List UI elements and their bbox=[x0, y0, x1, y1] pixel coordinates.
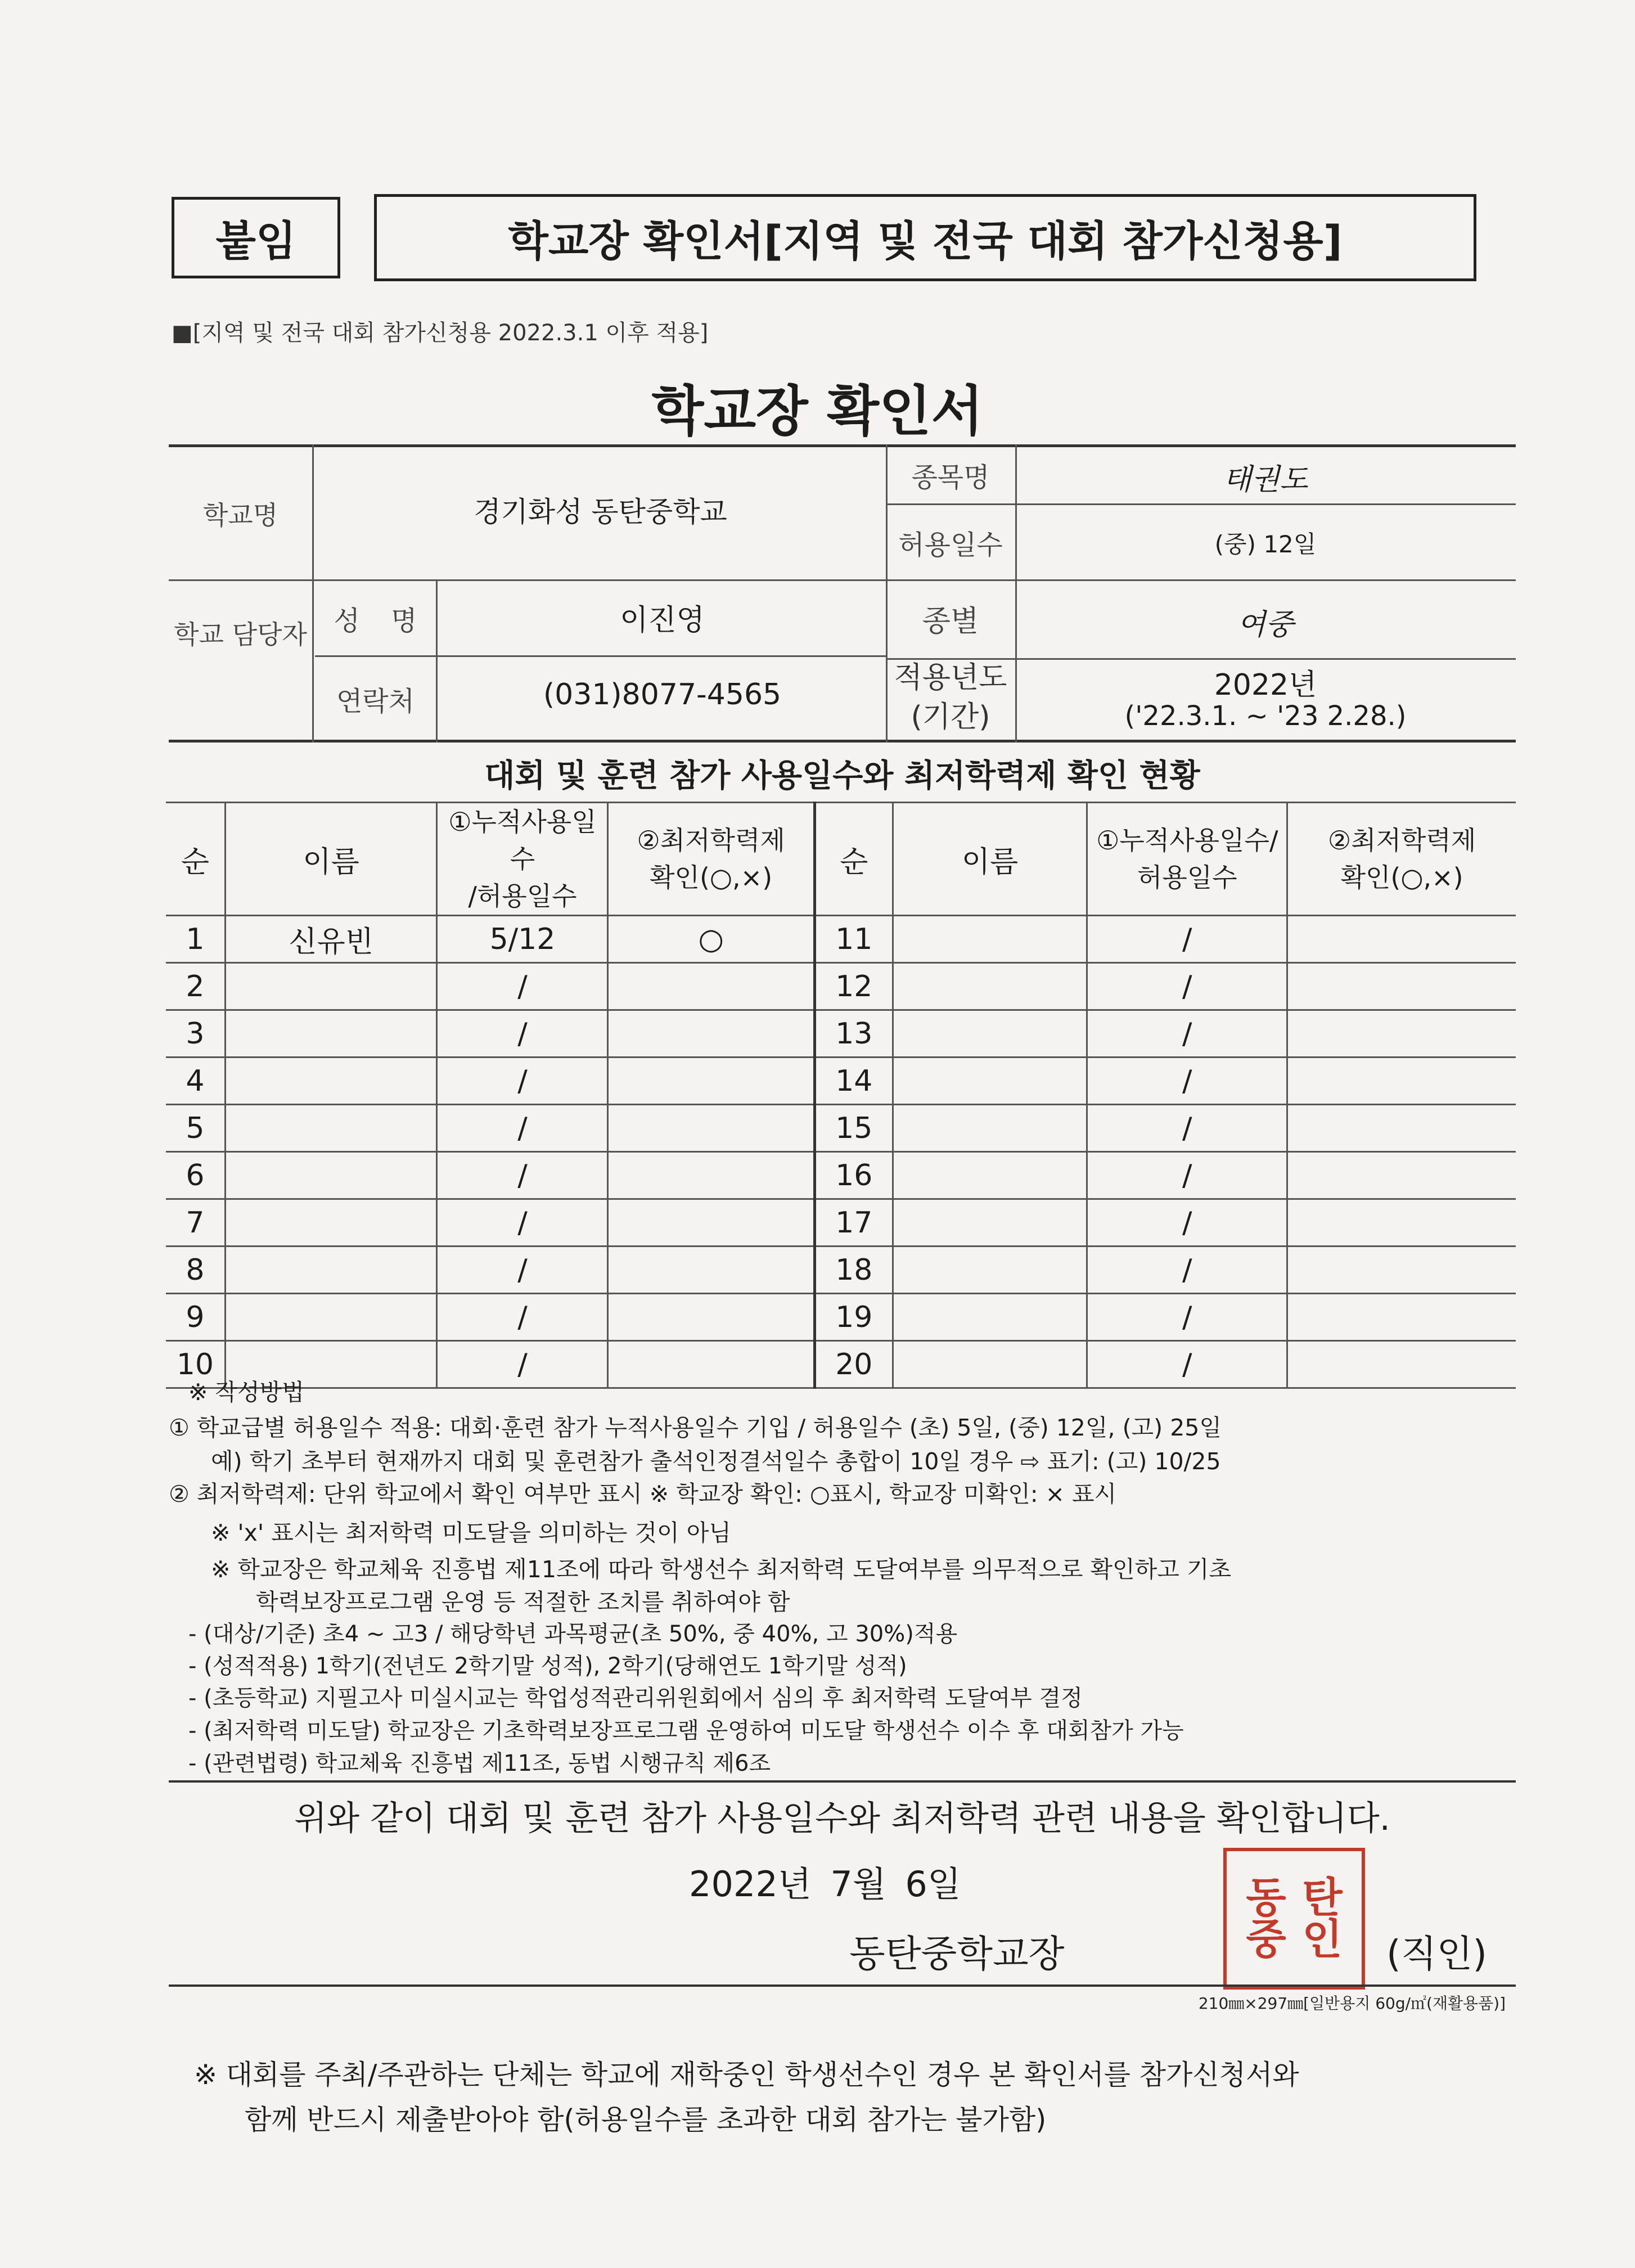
min-grade-check bbox=[608, 963, 814, 1010]
document-title: 학교장 확인서 bbox=[651, 380, 984, 443]
status-table bbox=[166, 802, 1516, 1389]
min-grade-check-2 bbox=[1287, 1058, 1516, 1105]
student-name bbox=[225, 1152, 437, 1199]
table-row bbox=[166, 1010, 1516, 1058]
header-check: ②최저학력제 확인(○,×) bbox=[608, 803, 814, 916]
form-title-text: 학교장 확인서[지역 및 전국 대회 참가신청용] bbox=[508, 217, 1343, 266]
used-days: / bbox=[437, 1152, 608, 1199]
event-label: 종목명 bbox=[911, 462, 990, 493]
used-days: / bbox=[437, 963, 608, 1010]
school-name-label: 학교명 bbox=[202, 500, 278, 530]
principal-name: 동탄중학교장 bbox=[849, 1932, 1065, 1976]
divider bbox=[169, 1780, 1516, 1783]
row-number: 8 bbox=[166, 1246, 225, 1294]
min-grade-check bbox=[608, 1246, 814, 1294]
header-check-2: ②최저학력제 확인(○,×) bbox=[1287, 803, 1516, 916]
student-name: 신유빈 bbox=[225, 916, 437, 963]
student-name bbox=[225, 1294, 437, 1341]
table-row bbox=[166, 1058, 1516, 1105]
min-grade-check-2 bbox=[1287, 1246, 1516, 1294]
min-grade-check bbox=[608, 1294, 814, 1341]
confirmation-statement: 위와 같이 대회 및 훈련 참가 사용일수와 최저학력 관련 내용을 확인합니다. bbox=[294, 1799, 1390, 1838]
contact-value: (031)8077-4565 bbox=[543, 678, 782, 712]
row-number: 6 bbox=[166, 1152, 225, 1199]
note-line: 학력보장프로그램 운영 등 적절한 조치를 취하여야 함 bbox=[256, 1588, 790, 1616]
min-grade-check: ○ bbox=[608, 916, 814, 963]
student-name bbox=[225, 1246, 437, 1294]
used-days-2: / bbox=[1087, 1058, 1287, 1105]
min-grade-check-2 bbox=[1287, 1341, 1516, 1388]
used-days: / bbox=[437, 1246, 608, 1294]
instructions-heading: ※ 작성방법 bbox=[188, 1379, 304, 1406]
row-number: 1 bbox=[166, 916, 225, 963]
table-row bbox=[166, 1246, 1516, 1294]
table-row bbox=[166, 1341, 1516, 1388]
used-days: 5/12 bbox=[437, 916, 608, 963]
student-name-2 bbox=[893, 1152, 1087, 1199]
row-number-2: 17 bbox=[814, 1199, 893, 1246]
min-grade-check-2 bbox=[1287, 1105, 1516, 1152]
category-label: 종별 bbox=[922, 605, 979, 638]
min-grade-check bbox=[608, 1341, 814, 1388]
student-name-2 bbox=[893, 1246, 1087, 1294]
contact-label: 연락처 bbox=[336, 686, 415, 717]
confirmation-date: 2022년 7월 6일 bbox=[689, 1864, 961, 1905]
student-name bbox=[225, 1058, 437, 1105]
min-grade-check bbox=[608, 1010, 814, 1058]
used-days-2: / bbox=[1087, 1199, 1287, 1246]
min-grade-check bbox=[608, 1199, 814, 1246]
row-number-2: 13 bbox=[814, 1010, 893, 1058]
note-line: ① 학교급별 허용일수 적용: 대회·훈련 참가 누적사용일수 기입 / 허용일수 (초) 5일, (중) 12일, (고) 25일 bbox=[169, 1414, 1222, 1441]
used-days-2: / bbox=[1087, 1341, 1287, 1388]
used-days-2: / bbox=[1087, 916, 1287, 963]
min-grade-check bbox=[608, 1058, 814, 1105]
note-line: - (초등학교) 지필고사 미실시교는 학업성적관리위원회에서 심의 후 최저학력 도달여부 결정 bbox=[188, 1685, 1083, 1711]
student-name bbox=[225, 1105, 437, 1152]
footer-note-1: ※ 대회를 주최/주관하는 단체는 학교에 재학중인 학생선수인 경우 본 확인서를 참가신청서와 bbox=[194, 2059, 1299, 2091]
used-days: / bbox=[437, 1010, 608, 1058]
person-name-value: 이진영 bbox=[620, 604, 705, 637]
student-name-2 bbox=[893, 963, 1087, 1010]
used-days: / bbox=[437, 1341, 608, 1388]
min-grade-check-2 bbox=[1287, 963, 1516, 1010]
paper-spec: 210㎜×297㎜[일반용지 60g/㎡(재활용품)] bbox=[1198, 1994, 1506, 2013]
used-days: / bbox=[437, 1105, 608, 1152]
note-line: - (대상/기준) 초4 ~ 고3 / 해당학년 과목평균(초 50%, 중 40%, 고 30%)적용 bbox=[188, 1621, 958, 1647]
row-number: 9 bbox=[166, 1294, 225, 1341]
table-row bbox=[166, 1294, 1516, 1341]
divider bbox=[169, 1984, 1516, 1987]
used-days-2: / bbox=[1087, 1246, 1287, 1294]
header-days: ①누적사용일수 /허용일수 bbox=[437, 803, 608, 916]
used-days-2: / bbox=[1087, 963, 1287, 1010]
student-name-2 bbox=[893, 1010, 1087, 1058]
student-name-2 bbox=[893, 916, 1087, 963]
row-number-2: 11 bbox=[814, 916, 893, 963]
min-grade-check-2 bbox=[1287, 1010, 1516, 1058]
used-days-2: / bbox=[1087, 1294, 1287, 1341]
student-name-2 bbox=[893, 1341, 1087, 1388]
used-days: / bbox=[437, 1058, 608, 1105]
seal-label: (직인) bbox=[1386, 1932, 1488, 1976]
table-row bbox=[166, 916, 1516, 963]
year-label: 적용년도 (기간) bbox=[894, 661, 1007, 734]
used-days: / bbox=[437, 1294, 608, 1341]
event-value: 태권도 bbox=[1223, 463, 1308, 497]
year-value: 2022년 bbox=[1214, 668, 1317, 702]
footer-note-2: 함께 반드시 제출받아야 함(허용일수를 초과한 대회 참가는 불가함) bbox=[245, 2104, 1047, 2136]
row-number-2: 16 bbox=[814, 1152, 893, 1199]
table-row bbox=[166, 1152, 1516, 1199]
status-table-body bbox=[166, 916, 1516, 1388]
used-days: / bbox=[437, 1199, 608, 1246]
school-name-value: 경기화성 동탄중학교 bbox=[474, 496, 727, 528]
min-grade-check bbox=[608, 1152, 814, 1199]
allowed-days-value: (중) 12일 bbox=[1214, 530, 1317, 558]
row-number-2: 20 bbox=[814, 1341, 893, 1388]
note-line: 예) 학기 초부터 현재까지 대회 및 훈련참가 출석인정결석일수 총합이 10일 경우 ⇨ 표기: (고) 10/25 bbox=[211, 1448, 1221, 1475]
table-row bbox=[166, 1199, 1516, 1246]
table-row bbox=[166, 1105, 1516, 1152]
attachment-tag bbox=[172, 197, 340, 278]
student-name bbox=[225, 1199, 437, 1246]
row-number-2: 12 bbox=[814, 963, 893, 1010]
min-grade-check-2 bbox=[1287, 1294, 1516, 1341]
note-line: ※ 학교장은 학교체육 진흥법 제11조에 따라 학생선수 최저학력 도달여부를 의무적으로 확인하고 기초 bbox=[211, 1556, 1232, 1583]
note-line: - (성적적용) 1학기(전년도 2학기말 성적), 2학기(당해연도 1학기말 성적) bbox=[188, 1653, 907, 1679]
min-grade-check-2 bbox=[1287, 1199, 1516, 1246]
row-number-2: 18 bbox=[814, 1246, 893, 1294]
row-number: 2 bbox=[166, 963, 225, 1010]
min-grade-check-2 bbox=[1287, 1152, 1516, 1199]
min-grade-check-2 bbox=[1287, 916, 1516, 963]
row-number-2: 14 bbox=[814, 1058, 893, 1105]
person-name-label: 성 명 bbox=[334, 605, 417, 637]
student-name-2 bbox=[893, 1105, 1087, 1152]
row-number: 5 bbox=[166, 1105, 225, 1152]
row-number: 7 bbox=[166, 1199, 225, 1246]
used-days-2: / bbox=[1087, 1010, 1287, 1058]
table-row bbox=[166, 963, 1516, 1010]
table-header-row bbox=[166, 803, 1516, 916]
row-number: 10 bbox=[166, 1341, 225, 1388]
manager-label: 학교 담당자 bbox=[174, 619, 307, 650]
row-number-2: 19 bbox=[814, 1294, 893, 1341]
row-number: 4 bbox=[166, 1058, 225, 1105]
student-name-2 bbox=[893, 1294, 1087, 1341]
official-seal bbox=[1223, 1848, 1365, 1990]
row-number-2: 15 bbox=[814, 1105, 893, 1152]
min-grade-check bbox=[608, 1105, 814, 1152]
header-name-2: 이름 bbox=[893, 803, 1087, 916]
seal-stamp-text: 동 탄 중 인 bbox=[1246, 1874, 1343, 1964]
header-no-2: 순 bbox=[814, 803, 893, 916]
used-days-2: / bbox=[1087, 1152, 1287, 1199]
row-number: 3 bbox=[166, 1010, 225, 1058]
student-name bbox=[225, 1010, 437, 1058]
header-name: 이름 bbox=[225, 803, 437, 916]
category-value: 여중 bbox=[1237, 608, 1294, 642]
used-days-2: / bbox=[1087, 1105, 1287, 1152]
student-name-2 bbox=[893, 1058, 1087, 1105]
note-line: ② 최저학력제: 단위 학교에서 확인 여부만 표시 ※ 학교장 확인: ○표시, 학교장 미확인: × 표시 bbox=[169, 1480, 1117, 1508]
form-title-box bbox=[374, 194, 1476, 281]
student-name-2 bbox=[893, 1199, 1087, 1246]
status-title: 대회 및 훈련 참가 사용일수와 최저학력제 확인 현황 bbox=[484, 758, 1200, 794]
note-line: ※ 'x' 표시는 최저학력 미도달을 의미하는 것이 아님 bbox=[211, 1519, 731, 1546]
student-name bbox=[225, 963, 437, 1010]
header-no: 순 bbox=[166, 803, 225, 916]
allowed-days-label: 허용일수 bbox=[898, 529, 1003, 561]
note-line: - (최저학력 미도달) 학교장은 기초학력보장프로그램 운영하여 미도달 학생선수 이수 후 대회참가 가능 bbox=[188, 1718, 1184, 1744]
applicability-notice: ■[지역 및 전국 대회 참가신청용 2022.3.1 이후 적용] bbox=[172, 320, 709, 346]
header-days-2: ①누적사용일수/ 허용일수 bbox=[1087, 803, 1287, 916]
year-period: ('22.3.1. ~ '23 2.28.) bbox=[1124, 700, 1407, 732]
attachment-tag-text: 붙임 bbox=[215, 217, 296, 266]
note-line: - (관련법령) 학교체육 진흥법 제11조, 동법 시행규칙 제6조 bbox=[188, 1750, 771, 1776]
